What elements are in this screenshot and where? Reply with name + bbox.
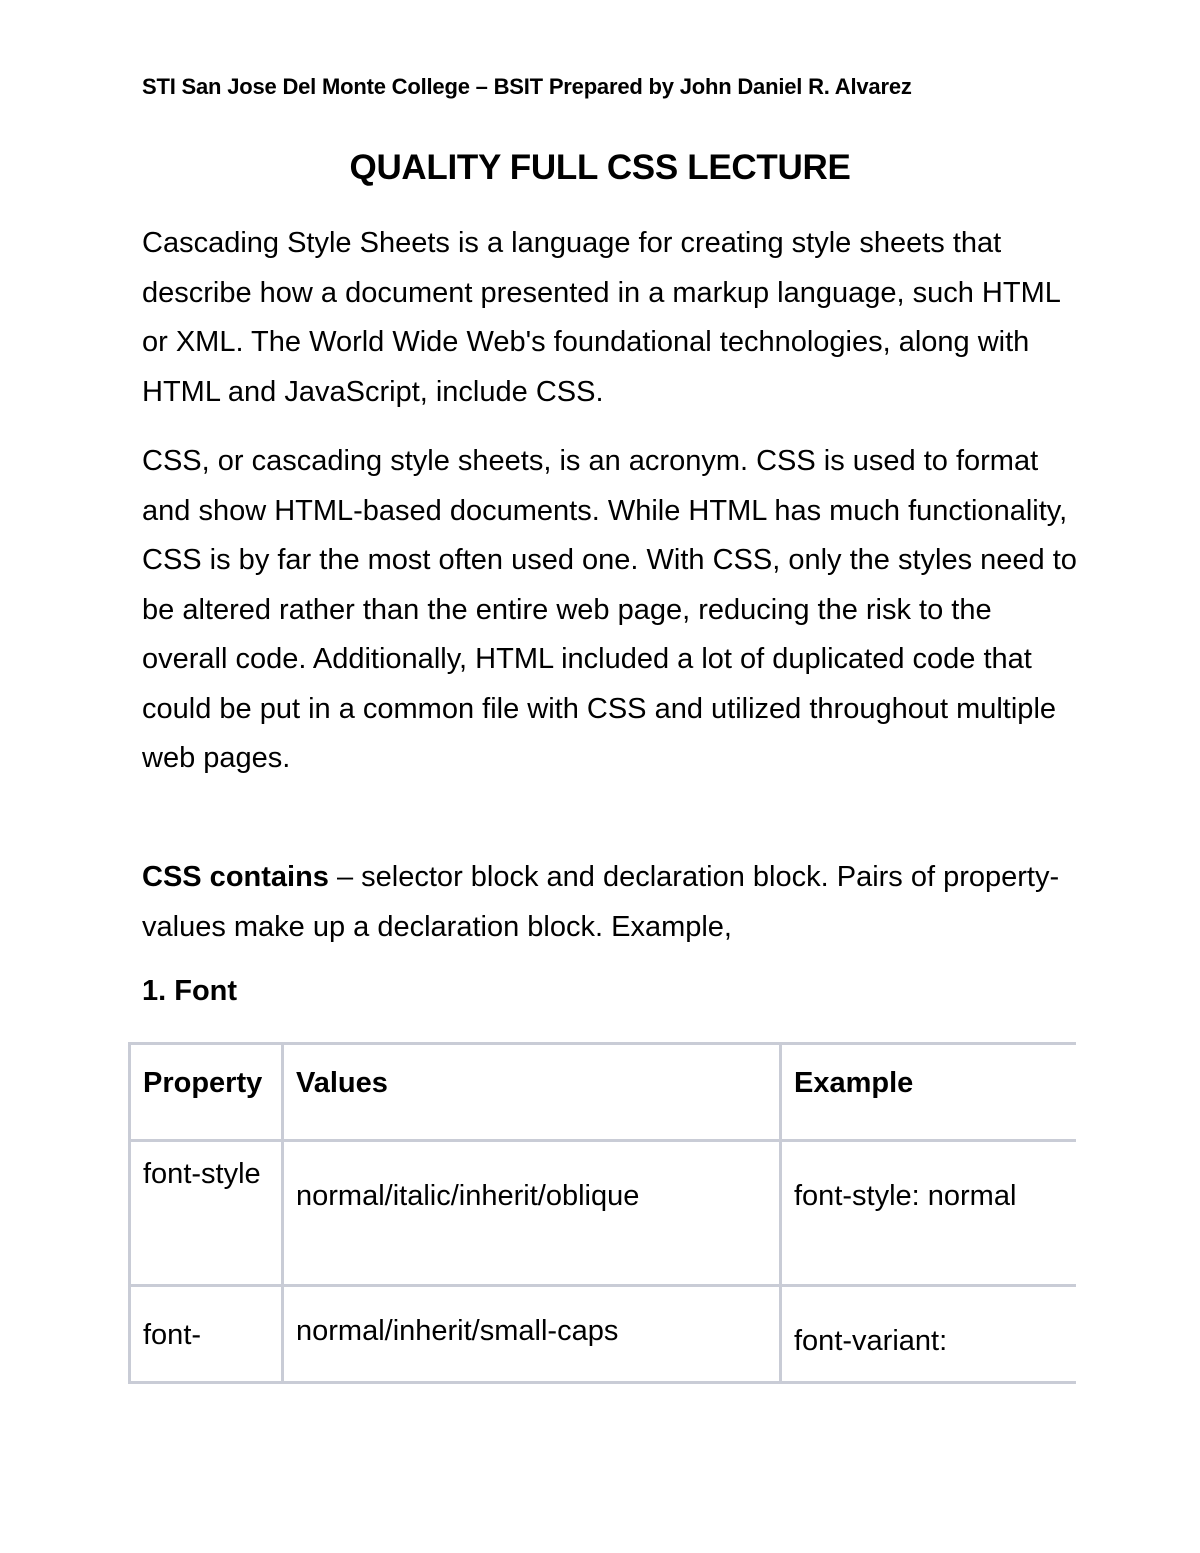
table-row	[130, 1286, 1076, 1383]
intro-paragraph: Cascading Style Sheets is a language for creating style sheets that describe how a document presented in a markup language, such HTML or XML. The World Wide Web's foundational technologies, along with HTML and JavaScript, include CSS.	[142, 227, 1060, 408]
font-properties-table	[128, 1042, 1076, 1384]
cell-example: font-variant:	[781, 1286, 1076, 1383]
css-contains-description: – selector block and declaration block. Pairs of property-values make up a declaration block. Example,	[142, 861, 1060, 943]
table-header-row	[130, 1044, 1076, 1141]
css-contains-paragraph	[142, 853, 1082, 952]
document-title: QUALITY FULL CSS LECTURE	[349, 148, 851, 187]
table-row	[130, 1141, 1076, 1286]
cell-property: font-style	[130, 1141, 283, 1286]
column-header-property: Property	[130, 1044, 283, 1141]
cell-example: font-style: normal	[781, 1141, 1076, 1286]
cell-values: normal/italic/inherit/oblique	[283, 1141, 781, 1286]
cell-property: font-	[130, 1286, 283, 1383]
css-contains-term: CSS contains	[142, 861, 329, 893]
page-header: STI San Jose Del Monte College – BSIT Prepared by John Daniel R. Alvarez	[142, 74, 912, 99]
column-header-values: Values	[283, 1044, 781, 1141]
section-heading-font: 1. Font	[142, 975, 238, 1007]
font-properties-table-wrap	[128, 1042, 1074, 1381]
acronym-paragraph: CSS, or cascading style sheets, is an acronym. CSS is used to format and show HTML-based documents. While HTML has much functionality, CSS is by far the most often used one. With CSS, only the styles need to be altered rather than the entire web page, reducing the risk to the overall code. Additionally, HTML included a lot of duplicated code that could be put in a common file with CSS and utilized throughout multiple web pages.	[142, 445, 1077, 774]
column-header-example: Example	[781, 1044, 1076, 1141]
cell-values: normal/inherit/small-caps	[283, 1286, 781, 1383]
